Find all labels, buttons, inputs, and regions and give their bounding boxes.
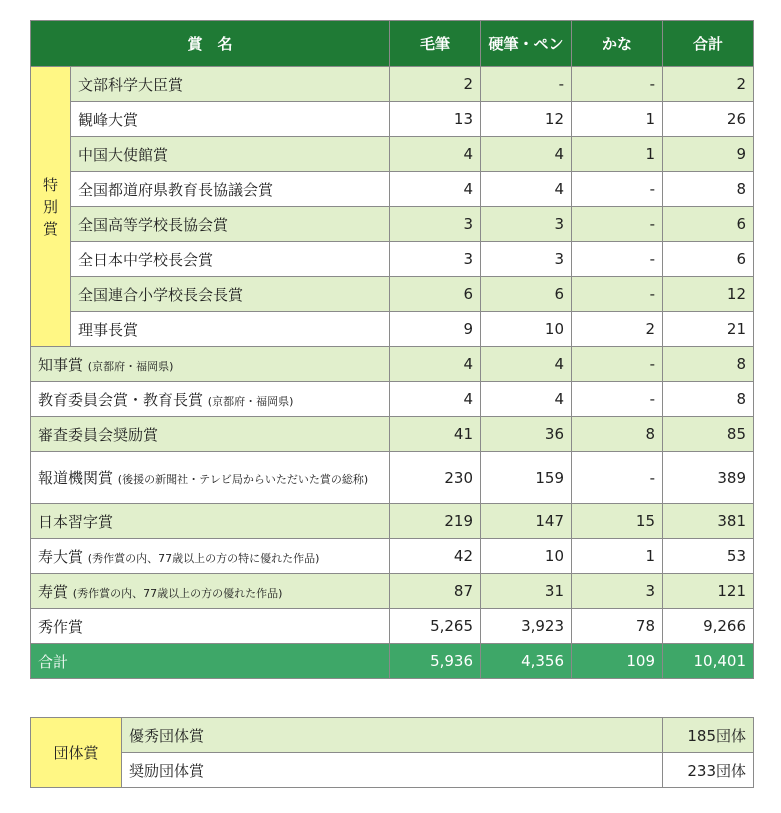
header-mohitsu: 毛筆: [390, 21, 481, 67]
count-mohitsu: 13: [390, 102, 481, 137]
group-row: [31, 718, 754, 753]
award-row: [31, 382, 754, 417]
count-total: 26: [663, 102, 754, 137]
award-name: 中国大使館賞: [71, 137, 390, 172]
count-total: 8: [663, 347, 754, 382]
award-note: (京都府・福岡県): [207, 394, 294, 408]
count-kana: 8: [572, 417, 663, 452]
count-kouhitsu: 4: [481, 137, 572, 172]
award-name-text: 報道機関賞: [38, 469, 114, 487]
count-kouhitsu: 3: [481, 242, 572, 277]
count-mohitsu: 42: [390, 539, 481, 574]
count-kana: 3: [572, 574, 663, 609]
group-award-name: 優秀団体賞: [122, 718, 663, 753]
header-row: [31, 21, 754, 67]
count-mohitsu: 4: [390, 137, 481, 172]
award-row: [31, 504, 754, 539]
count-kouhitsu: 3: [481, 207, 572, 242]
award-name: 全国連合小学校長会長賞: [71, 277, 390, 312]
special-award-label-char: 特: [42, 175, 58, 194]
total-kouhitsu: 4,356: [481, 644, 572, 679]
special-award-row: [31, 102, 754, 137]
total-total: 10,401: [663, 644, 754, 679]
header-total: 合計: [663, 21, 754, 67]
count-kouhitsu: 10: [481, 539, 572, 574]
special-award-row: [31, 242, 754, 277]
count-mohitsu: 2: [390, 67, 481, 102]
count-total: 6: [663, 207, 754, 242]
award-name: [31, 347, 390, 382]
count-mohitsu: 6: [390, 277, 481, 312]
award-name: [31, 504, 390, 539]
count-mohitsu: 41: [390, 417, 481, 452]
special-award-row: [31, 137, 754, 172]
count-kouhitsu: 31: [481, 574, 572, 609]
group-award-label: 団体賞: [31, 718, 122, 788]
count-kouhitsu: 3,923: [481, 609, 572, 644]
count-total: 12: [663, 277, 754, 312]
award-name-text: 知事賞: [38, 355, 84, 374]
award-note: (後援の新聞社・テレビ局からいただいた賞の総称): [117, 473, 369, 486]
count-total: 9,266: [663, 609, 754, 644]
special-award-row: [31, 207, 754, 242]
award-row: [31, 539, 754, 574]
count-total: 85: [663, 417, 754, 452]
count-mohitsu: 3: [390, 207, 481, 242]
award-row: [31, 609, 754, 644]
count-total: 21: [663, 312, 754, 347]
count-kouhitsu: 4: [481, 382, 572, 417]
count-mohitsu: 9: [390, 312, 481, 347]
count-mohitsu: 219: [390, 504, 481, 539]
count-kana: -: [572, 382, 663, 417]
group-award-table: [30, 717, 754, 788]
count-kana: -: [572, 347, 663, 382]
award-note: (京都府・福岡県): [87, 359, 174, 373]
count-kana: -: [572, 277, 663, 312]
count-total: 8: [663, 172, 754, 207]
count-mohitsu: 230: [390, 452, 481, 504]
count-kana: -: [572, 452, 663, 504]
special-award-row: [31, 277, 754, 312]
award-row: [31, 452, 754, 504]
count-mohitsu: 5,265: [390, 609, 481, 644]
count-kouhitsu: 6: [481, 277, 572, 312]
header-award-name: 賞 名: [31, 21, 390, 67]
award-row: [31, 574, 754, 609]
count-mohitsu: 4: [390, 172, 481, 207]
count-kana: 1: [572, 539, 663, 574]
group-award-name: 奨励団体賞: [122, 753, 663, 788]
count-mohitsu: 4: [390, 382, 481, 417]
count-mohitsu: 3: [390, 242, 481, 277]
header-kana: かな: [572, 21, 663, 67]
count-kana: -: [572, 67, 663, 102]
count-kouhitsu: 10: [481, 312, 572, 347]
count-total: 121: [663, 574, 754, 609]
award-note: (秀作賞の内、77歳以上の方の優れた作品): [72, 586, 283, 600]
count-total: 389: [663, 452, 754, 504]
count-mohitsu: 4: [390, 347, 481, 382]
award-note: (秀作賞の内、77歳以上の方の特に優れた作品): [87, 551, 320, 565]
award-name: 全国高等学校長協会賞: [71, 207, 390, 242]
award-name: 文部科学大臣賞: [71, 67, 390, 102]
award-name: [31, 574, 390, 609]
award-row: [31, 417, 754, 452]
group-award-value: 185団体: [663, 718, 754, 753]
count-kouhitsu: 4: [481, 172, 572, 207]
special-award-label-char: 別: [42, 197, 58, 216]
award-name-text: 教育委員会賞・教育長賞: [38, 390, 204, 409]
count-kouhitsu: 4: [481, 347, 572, 382]
total-row: [31, 644, 754, 679]
count-kana: 2: [572, 312, 663, 347]
award-row: [31, 347, 754, 382]
special-award-label-char: 賞: [42, 219, 58, 238]
count-kouhitsu: 159: [481, 452, 572, 504]
award-name-text: 寿大賞: [38, 547, 84, 566]
special-award-group-label: [31, 67, 71, 347]
count-total: 53: [663, 539, 754, 574]
count-total: 8: [663, 382, 754, 417]
count-kana: 15: [572, 504, 663, 539]
total-mohitsu: 5,936: [390, 644, 481, 679]
count-total: 6: [663, 242, 754, 277]
count-kana: 1: [572, 137, 663, 172]
total-kana: 109: [572, 644, 663, 679]
award-name: 観峰大賞: [71, 102, 390, 137]
group-award-value: 233団体: [663, 753, 754, 788]
total-label: 合計: [31, 644, 390, 679]
count-kana: 78: [572, 609, 663, 644]
special-award-row: [31, 172, 754, 207]
count-kouhitsu: 12: [481, 102, 572, 137]
count-kouhitsu: 147: [481, 504, 572, 539]
award-name-text: 審査委員会奨励賞: [38, 425, 159, 444]
count-kana: 1: [572, 102, 663, 137]
count-kana: -: [572, 172, 663, 207]
award-name: [31, 382, 390, 417]
award-name: 全国都道府県教育長協議会賞: [71, 172, 390, 207]
award-name: [31, 609, 390, 644]
count-kouhitsu: 36: [481, 417, 572, 452]
award-name: [31, 452, 390, 504]
count-kouhitsu: -: [481, 67, 572, 102]
group-row: [31, 753, 754, 788]
award-name: 理事長賞: [71, 312, 390, 347]
count-kana: -: [572, 207, 663, 242]
count-mohitsu: 87: [390, 574, 481, 609]
award-name: 全日本中学校長会賞: [71, 242, 390, 277]
award-name: [31, 417, 390, 452]
award-name-text: 寿賞: [38, 582, 69, 601]
count-kana: -: [572, 242, 663, 277]
award-count-table: [30, 20, 754, 679]
award-name: [31, 539, 390, 574]
special-award-row: [31, 312, 754, 347]
count-total: 9: [663, 137, 754, 172]
header-kouhitsu: 硬筆・ペン: [481, 21, 572, 67]
special-award-row: [31, 67, 754, 102]
count-total: 2: [663, 67, 754, 102]
count-total: 381: [663, 504, 754, 539]
award-name-text: 秀作賞: [38, 617, 84, 636]
award-name-text: 日本習字賞: [38, 512, 114, 531]
